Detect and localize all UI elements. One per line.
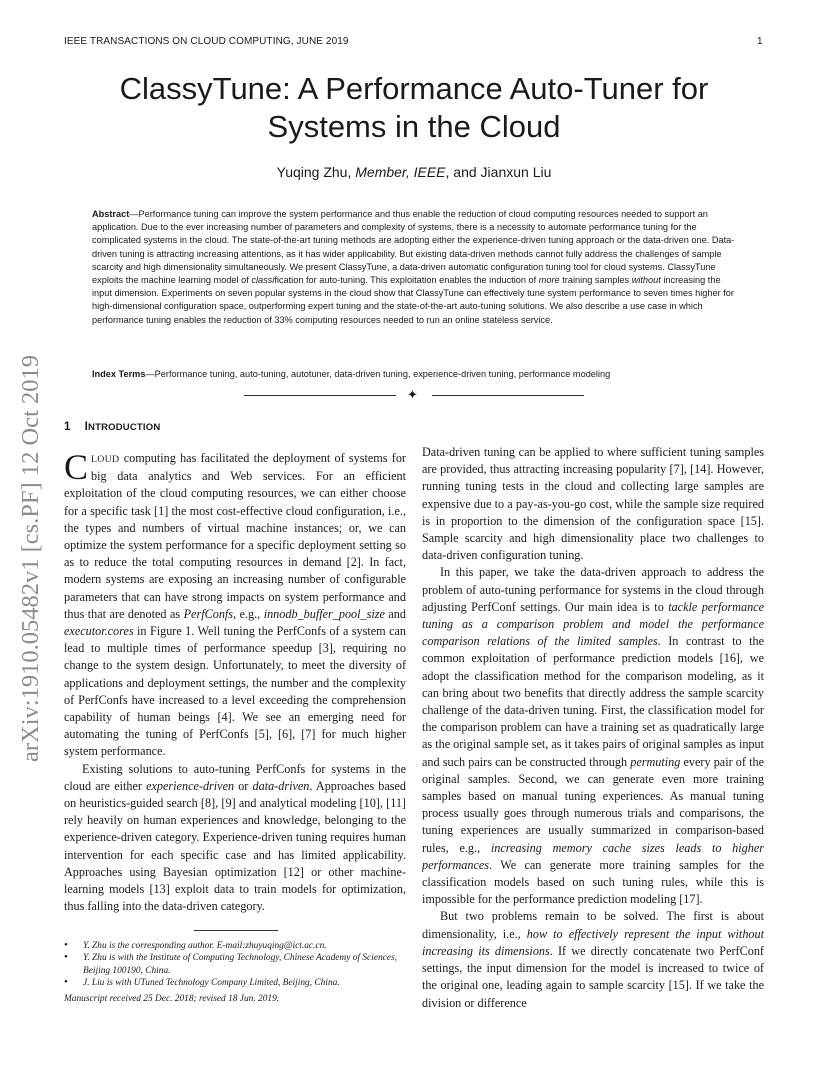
term-data-driven: data-driven [252, 778, 310, 793]
footnotes [64, 940, 406, 1005]
section-heading [64, 421, 160, 433]
left-column [64, 447, 406, 915]
abstract-text: —Performance tuning can improve the system performance and thus enable the reduction of cloud computing resources needed to support an application. Due to the ever increasing number of parameters and complexity of systems, there is a necessity to automate performance tuning for the complicated systems in the cloud. The state-of-the-art tuning methods are adopting either the experience-driven tuning approach or the data-driven one. Data-driven tuning is attracting increasing attentions, as it has wider applicability. But existing data-driven methods cannot fully address the challenges of sample scarcity and high dimensionality simultaneously. We present ClassyTune, a data-driven automatic configuration tuning tool for cloud systems. ClassyTune exploits the machine learning model of [92, 209, 735, 286]
author-1-role: Member, IEEE [355, 164, 446, 180]
footnote-text: J. Liu is with UTuned Technology Company Limited, Beijing, China. [83, 977, 340, 988]
separator-diamond-icon: ✦ [407, 387, 418, 402]
emph-how: how to effectively represent the input without increasing its dimensions [422, 926, 764, 958]
right-column [422, 444, 764, 1012]
index-terms-text: —Performance tuning, auto-tuning, autotuner, data-driven tuning, experience-driven tuning, performance modeling [145, 369, 611, 379]
manuscript-note: Manuscript received 25 Dec. 2018; revised 18 Jun. 2019. [64, 994, 280, 1005]
text: . In contrast to the common exploitation of performance prediction models [16], we adopt the classification method for the comparison modeling, as it can bring about two benefits that directly address the sample scarcity challenge of the data-driven tuning. First, the classification model for the comparison problem can have a training set as quadratically large as the original sample set, as it takes pairs of original samples as input and such pairs can be constructed through [422, 634, 764, 769]
footnote-text: Y. Zhu is with the Institute of Computing Technology, Chinese Academy of Sciences, Beijing 100190, China. [83, 953, 397, 976]
authors [64, 164, 764, 180]
index-terms-label: Index Terms [92, 369, 146, 379]
abstract [92, 208, 738, 327]
abstract-text: increasing the input dimension. Experiments on seven popular systems in the cloud show that ClassyTune can effectively tune system performance to seven times higher for high-dimensional configuration space, outperforming expert tuning and the state-of-the-art auto-tuning solutions. We also describe a use case in which performance tuning enables the reduction of 33% computing resources needed to run an online stateless service. [92, 275, 734, 325]
footnote-item [64, 952, 406, 977]
section-title-initial: I [84, 421, 89, 433]
text: or [234, 778, 253, 793]
section-number: 1 [64, 421, 71, 433]
text: . Approaches based on heuristics-guided search [8], [9] and analytical modeling [10], [11] rely heavily on human experiences and knowledge, belonging to the experience-driven category. Experience-driven tuning requires human intervention for each specific case and has limited applicability. Approaches using Bayesian optimization [12] or other machine-learning models [13] exploit data to train models for optimization, thus falling into the data-driven category. [64, 778, 406, 914]
abstract-label: Abstract [92, 209, 130, 219]
bullet-icon: • [64, 951, 68, 964]
footnote-item [64, 940, 406, 952]
section-title-rest: NTRODUCTION [88, 422, 161, 433]
text: Existing solutions to auto-tuning PerfConfs for systems in the cloud are either [64, 761, 406, 793]
footnote-rule [194, 930, 278, 931]
text: In this paper, we take the data-driven approach to address the problem of auto-tuning performance for systems in the cloud through adjusting PerfConf settings. Our main idea is to [422, 565, 764, 614]
arxiv-stamp[interactable]: arXiv:1910.05482v1 [cs.PF] 12 Oct 2019 [17, 355, 44, 762]
term-experience-driven: experience-driven [146, 778, 235, 793]
term-innodb: innodb_buffer_pool_size [263, 606, 385, 621]
term-executor: executor.cores [64, 624, 134, 639]
running-head: IEEE TRANSACTIONS ON CLOUD COMPUTING, JUNE 2019 [64, 36, 349, 47]
abstract-text: training samples [559, 275, 632, 286]
paper-title: ClassyTune: A Performance Auto-Tuner for Systems in the Cloud [119, 71, 709, 144]
paragraph: Data-driven tuning can be applied to where sufficient tuning samples are provided, thus attracting increasing popularity [7], [14]. However, running tuning tests in the cloud and collecting large samples are expensive due to a pay-as-you-go cost, while the sample size required is in proportion to the dimension of the configuration space [15]. Sample scarcity and high dimensionality place two challenges to data-driven configuration tuning. [422, 445, 764, 563]
page-number: 1 [757, 36, 763, 47]
paragraph [64, 761, 406, 916]
emph-main-idea: tackle performance tuning as a comparison problem and model the performance comparison relations of the limited samples [422, 599, 764, 649]
index-terms [92, 368, 738, 381]
text: computing has facilitated the deployment of systems for big data analytics and Web services. For an efficient exploitation of the cloud computing resources, we can either choose for a specific task [1] the most cost-effective cloud configuration, i.e., the types and numbers of virtual machine instances; or, we can optimize the system performance for a specific deployment setting so as to reduce the total computing resources in demand [2]. In fact, modern systems are exposing an increasing number of configurable parameters that can have strong impacts on system performance and thus that are denoted as [64, 451, 406, 621]
text: . If we directly concatenate two PerfConf settings, the input dimension for the model is increased to twice of the original one, leading again to sample scarcity [15]. If we take the division or difference [422, 943, 764, 1010]
separator-rule-left [244, 395, 396, 396]
footnote-text: Y. Zhu is the corresponding author. E-mail:zhuyuqing@ict.ac.cn. [83, 941, 327, 951]
paragraph [422, 564, 764, 908]
author-1: Yuqing Zhu, [276, 164, 356, 180]
term-perfconfs: PerfConfs [183, 606, 234, 621]
abstract-emph: more [538, 275, 560, 286]
separator-rule-right [432, 395, 584, 396]
abstract-emph: without [631, 275, 661, 286]
bullet-icon: • [64, 939, 68, 951]
dropcap: C [64, 447, 89, 487]
footnote-list [64, 940, 406, 989]
paragraph [422, 908, 764, 1011]
text: , e.g., [233, 606, 264, 621]
abstract-emph: classi [251, 275, 275, 286]
text: But two problems remain to be solved. The first is about dimensionality, i.e., [422, 909, 764, 941]
footnote-item [64, 977, 406, 989]
text: in Figure 1. Well tuning the PerfConfs of a system can lead to multiple times of performance speedup [3], requiring no change to the system design. Unfortunately, to meet the diversity of applications and deployment settings, the number and the complexity of PerfConfs have increased to a level exceeding the comprehension capability of human beings [4]. We see an emerging need for automating the tuning of PerfConfs [5], [6], [7] for much higher system performance. [64, 624, 406, 759]
author-2: , and Jianxun Liu [445, 164, 552, 180]
paragraph [64, 447, 406, 761]
bullet-icon: • [64, 975, 68, 988]
emph-permuting: permuting [630, 754, 681, 769]
text: every pair of the original samples. Second, we can generate even more training samples based on manual tuning experiences. As manual tuning process usually goes through numerous trials and comparisons, the tuning experiences are usually summarized in comparison-based rules, e.g., [422, 754, 764, 855]
text: and [384, 606, 406, 621]
smallcap: LOUD [91, 454, 120, 465]
abstract-text: fication for auto-tuning. This exploitation enables the induction of [274, 275, 539, 286]
text: . We can generate more training samples for the classification models based on such tuning rules, while this is impossible for the performance prediction modeling [17]. [422, 857, 764, 907]
emph-rule: increasing memory cache sizes leads to higher performances [422, 840, 764, 872]
